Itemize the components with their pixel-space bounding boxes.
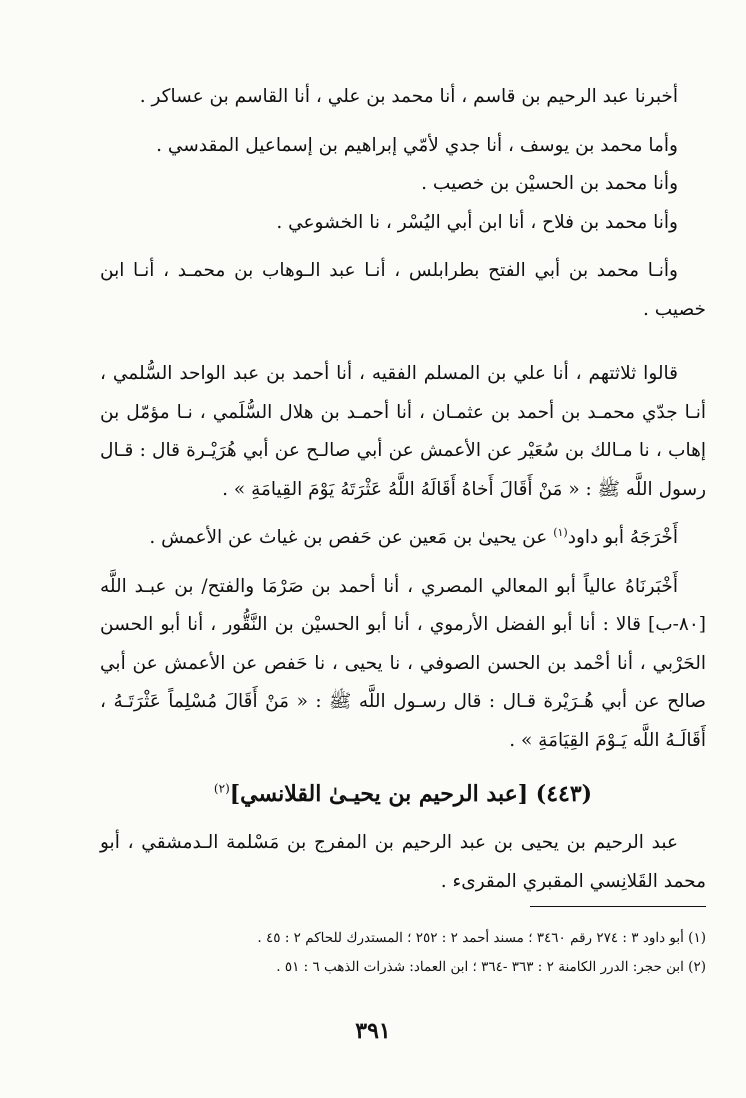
paragraph-8-text-b: قالا : أنا أبو الفضل الأرموي ، أنا أبو الحسيْن بن النَّقُّور ، أنا أبو الحسن الحَرْبي ، أنا أحْمد بن الحسن الصوفي ، نا يحيى ، نا حَفص عن الأعمش عن أبي صالح عن أبي هُـرَيْرة قـال : قال رسـول اللَّه ﷺ : « مَنْ أَقَالَ مُسْلِماً عَثْرَتَـهُ ، أَقَالَـهُ اللَّه يَـوْمَ القِيَامَةِ » .: [100, 614, 706, 751]
paragraph-8-text-a: أَخْبَرنَاهُ عالياً أبو المعالي المصري ، أنا أحمد بن صَرْمَا والفتح/ بن عبـد اللَّه: [100, 575, 678, 597]
footnote-2: (٢) ابن حجر: الدرر الكامنة ٢ : ٣٦٣ -٣٦٤ ؛ ابن العماد: شذرات الذهب ٦ : ٥١ .: [276, 959, 706, 975]
paragraph-3: وأنا محمد بن الحسيْن بن خصيب .: [421, 173, 678, 194]
manuscript-folio-ref: [٨٠-ب]: [648, 614, 706, 635]
footnotes: [240, 924, 706, 982]
footnote-ref-2: (٢): [213, 781, 230, 796]
page-number: ٣٩١: [355, 1018, 391, 1044]
paragraph-7-text-b: عن يحيىٰ بن مَعين عن حَفص بن غياث عن الأعمش .: [149, 527, 554, 548]
footnote-divider: [530, 906, 706, 907]
paragraph-9: عبد الرحيم بن يحيى بن عبد الرحيم بن المفرج بن مَسْلمة الـدمشقي ، أبو محمد القَلانِسي المقبري المقرىء .: [100, 832, 706, 892]
paragraph-6: قالوا ثلاثتهم ، أنا علي بن المسلم الفقيه ، أنا أحمد بن عبد الواحد السُّلمي ، أنـا جدّي محمـد بن أحمد بن عثمـان ، أنا أحمـد بن هلال السُّلَمي ، نـا مؤمّل بن إهاب ، نا مـالك بن سُعَيْر عن الأعمش عن أبي صالـح عن أبي هُرَيْـرة قال : قـال رسول اللَّه ﷺ : « مَنْ أَقَالَ أَخاهُ أَقَالَهُ اللَّهُ عَثْرَتَهُ يَوْمَ القِيامَةِ » .: [100, 363, 706, 500]
paragraph-7-text-a: أَخْرَجَهُ أبو داود: [567, 527, 678, 548]
section-heading: [100, 774, 706, 814]
section-heading-text: (٤٤٣) [عبد الرحيم بن يحيـىٰ القلانسي]: [229, 781, 593, 807]
paragraph-2: وأما محمد بن يوسف ، أنا جدي لأمّي إبراهيم بن إسماعيل المقدسي .: [156, 134, 678, 156]
paragraph-4: وأنا محمد بن فلاح ، أنا ابن أبي اليُسْر ، نا الخشوعي .: [276, 211, 678, 233]
main-text: [100, 78, 706, 901]
paragraph-8: [100, 568, 706, 761]
paragraph-5: وأنـا محمد بن أبي الفتح بطرابلس ، أنـا عبد الـوهاب بن محمـد ، أنـا ابن خصيب .: [100, 260, 706, 320]
paragraph-1: أخبرنا عبد الرحيم بن قاسم ، أنا محمد بن علي ، أنا القاسم بن عساكر .: [139, 86, 678, 107]
footnote-1: (١) أبو داود ٣ : ٢٧٤ رقم ٣٤٦٠ ؛ مسند أحمد ٢ : ٢٥٢ ؛ المستدرك للحاكم ٢ : ٤٥ .: [257, 930, 706, 946]
footnote-ref-1: (١): [553, 525, 568, 539]
paragraph-7: [100, 519, 706, 558]
